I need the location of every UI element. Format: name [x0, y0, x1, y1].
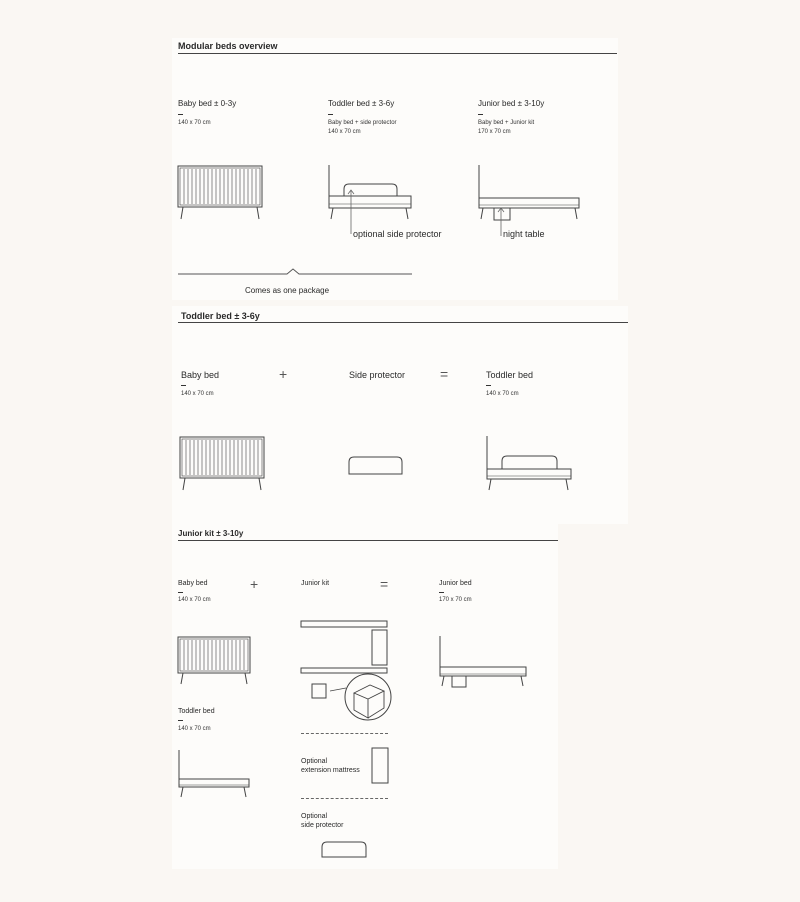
s3-baby-dash: [178, 592, 183, 593]
s2-protector-title: Side protector: [349, 370, 406, 380]
baby-bed-dash: [178, 114, 183, 115]
junior-bed-desc: Baby bed + Junior kit: [478, 120, 535, 126]
s3-side-protector-drawing: [320, 840, 370, 860]
s3-junior-dim: 170 x 70 cm: [439, 597, 472, 603]
protector-line1: Optional: [301, 813, 328, 820]
protector-callout: optional side protector: [353, 229, 442, 239]
table-callout: night table: [503, 229, 545, 239]
junior-kit-parts-drawing: [298, 618, 398, 723]
s3-toddler-dim: 140 x 70 cm: [178, 726, 211, 732]
toddler-section-rule: [178, 322, 628, 323]
s2-side-protector-drawing: [347, 454, 407, 476]
junior-bed-dim: 170 x 70 cm: [478, 129, 511, 135]
kit-divider-2: [301, 798, 388, 799]
s2-toddler-dim: 140 x 70 cm: [486, 391, 519, 397]
protector-line2: side protector: [301, 822, 344, 829]
s3-toddler-dash: [178, 720, 183, 721]
package-label: Comes as one package: [245, 286, 330, 295]
s2-baby-dash: [181, 385, 186, 386]
s3-toddler-title: Toddler bed: [178, 708, 215, 715]
extension-mattress-drawing: [370, 746, 392, 786]
junior-bed-dash: [478, 114, 483, 115]
baby-bed-title: Baby bed ± 0-3y: [178, 99, 237, 108]
toddler-bed-title: Toddler bed ± 3-6y: [328, 99, 395, 108]
s2-toddler-title: Toddler bed: [486, 370, 534, 380]
s3-junior-title: Junior bed: [439, 580, 472, 587]
toddler-bed-drawing: [326, 163, 416, 223]
s2-baby-crib-drawing: [178, 434, 268, 494]
junior-bed-title: Junior bed ± 3-10y: [478, 99, 545, 108]
s3-equals-sign: =: [380, 576, 389, 592]
s3-baby-title: Baby bed: [178, 580, 208, 587]
baby-bed-dim: 140 x 70 cm: [178, 120, 211, 126]
s2-toddler-bed-drawing: [484, 434, 579, 494]
baby-crib-drawing: [176, 163, 266, 223]
s3-baby-crib-drawing: [176, 634, 254, 688]
s3-plus-sign: +: [250, 576, 259, 592]
mattress-line2: extension mattress: [301, 767, 360, 774]
junior-kit-rule: [178, 540, 558, 541]
s2-toddler-dash: [486, 385, 491, 386]
s2-plus-sign: +: [279, 366, 288, 382]
toddler-bed-desc: Baby bed + side protector: [328, 120, 397, 126]
s3-toddler-bed-drawing: [176, 748, 254, 800]
s3-junior-bed-drawing: [437, 634, 532, 688]
s2-baby-title: Baby bed: [181, 370, 220, 380]
s2-baby-dim: 140 x 70 cm: [181, 391, 214, 397]
overview-rule: [178, 53, 617, 54]
s3-baby-dim: 140 x 70 cm: [178, 597, 211, 603]
s3-kit-title: Junior kit: [301, 580, 330, 587]
mattress-line1: Optional: [301, 758, 328, 765]
junior-kit-title: Junior kit ± 3-10y: [178, 529, 244, 538]
toddler-bed-dim: 140 x 70 cm: [328, 129, 361, 135]
package-bracket: [176, 266, 416, 280]
s2-equals-sign: =: [440, 366, 449, 382]
s3-junior-dash: [439, 592, 444, 593]
overview-title: Modular beds overview: [178, 41, 278, 51]
toddler-bed-dash: [328, 114, 333, 115]
toddler-section-title: Toddler bed ± 3-6y: [181, 311, 260, 321]
kit-divider-1: [301, 733, 388, 734]
junior-bed-drawing: [476, 163, 586, 223]
